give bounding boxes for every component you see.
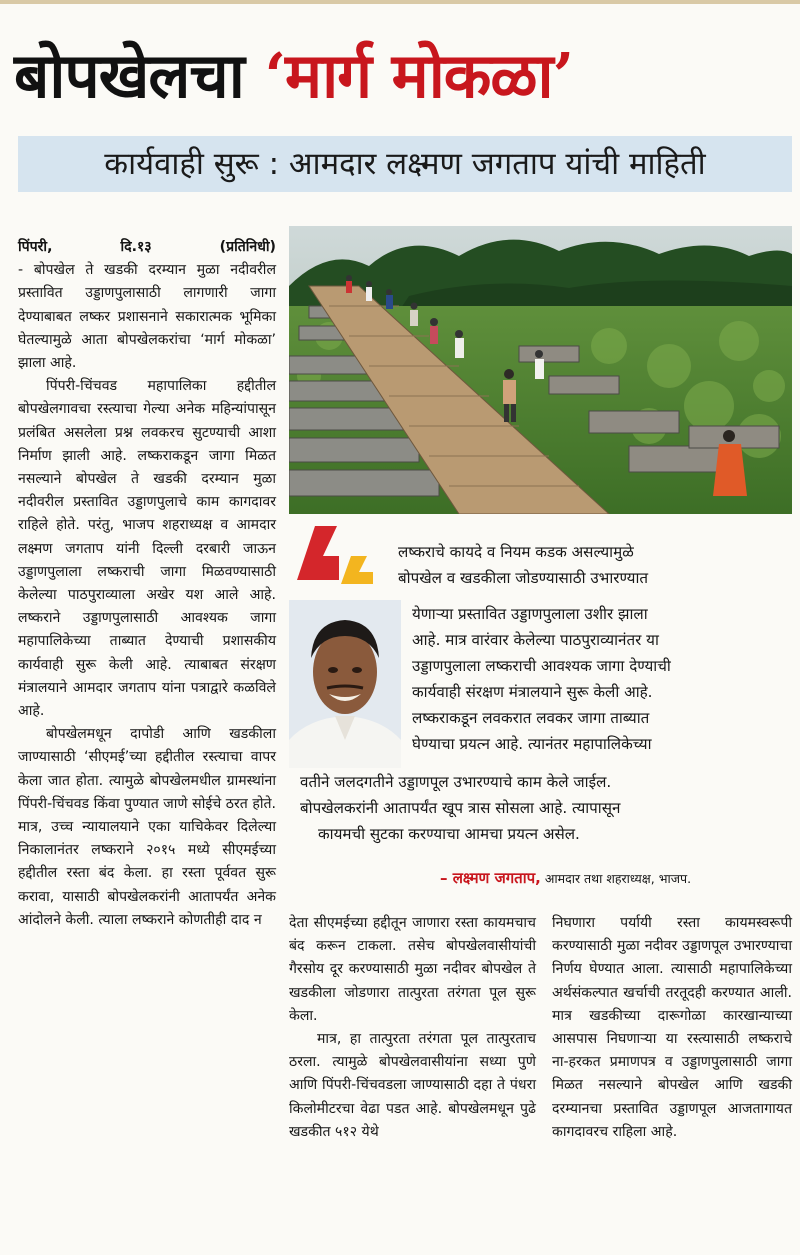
quote-signature <box>440 868 795 888</box>
paragraph: देता सीएमईच्या हद्दीतून जाणारा रस्ता कायमचाच बंद करून टाकला. तसेच बोपखेलवासीयांची गैरसोय दूर करण्यासाठी मुळा नदीवर बोपखेल ते खडकीला जोडणारा तात्पुरता तरंगता पूल सुरू केला. <box>289 915 536 1024</box>
headline <box>14 26 794 126</box>
quote-line: वतीने जलदगतीने उड्डाणपूल उभारण्याचे काम केले जाईल. <box>300 773 612 791</box>
bridge-photo <box>289 226 792 514</box>
headline-part-1: बोपखेलचा <box>14 39 265 112</box>
quote-line: आहे. मात्र वारंवार केलेल्या पाठपुराव्यानंतर या <box>412 631 659 649</box>
quote-line: लष्कराकडून लवकरात लवकर जागा ताब्यात <box>412 709 650 727</box>
page-top-rule <box>0 0 800 4</box>
paragraph: बोपखेलमधून दापोडी आणि खडकीला जाण्यासाठी ‘सीएमई’च्या हद्दीतील रस्त्याचा वापर केला जात होता. त्यामुळे बोपखेलमधील ग्रामस्थांना पिंपरी-चिंचवड किंवा पुण्यात जाणे सोईचे ठरत होते. मात्र, उच्च न्यायालयाने एका याचिकेवर दिलेल्या निकालानंतर लष्कराने २०१५ मध्ये सीएमईच्या हद्दीतील रस्ता बंद केला. हा रस्ता पूर्ववत सुरू करावा, यासाठी बोपखेलकरांनी आतापर्यंत अनेक आंदोलने केली. त्याला लष्कराने कोणतीही दाद न <box>18 726 276 928</box>
quote-line: येणाऱ्या प्रस्तावित उड्डाणपुलाला उशीर झाला <box>412 605 648 623</box>
quote-line: बोपखेल व खडकीला जोडण्यासाठी उभारण्यात <box>398 569 649 587</box>
article-column-1 <box>18 236 276 932</box>
quote-line: बोपखेलकरांनी आतापर्यंत खूप त्रास सोसला आहे. त्यापासून <box>300 799 621 817</box>
paragraph: - बोपखेल ते खडकी दरम्यान मुळा नदीवरील प्रस्तावित उड्डाणपुलासाठी लागणारी जागा देण्याबाबत लष्कर प्रशासनाने सकारात्मक भूमिका घेतल्यामुळे आता बोपखेलकरांचा ‘मार्ग मोकळा’ झाला आहे. <box>18 262 276 372</box>
quote-mark-icon <box>293 520 385 592</box>
headline-part-2: ‘मार्ग मोकळा’ <box>264 39 574 112</box>
quote-line: लष्कराचे कायदे व नियम कडक असल्यामुळे <box>398 543 634 561</box>
quote-line: कार्यवाही संरक्षण मंत्रालयाने सुरू केली आहे. <box>412 683 653 701</box>
quote-line: उड्डाणपुलाला लष्कराची आवश्यक जागा देण्याची <box>412 657 671 675</box>
article-column-2 <box>289 912 536 1144</box>
dateline <box>18 236 276 259</box>
author-name: – लक्ष्मण जगताप, <box>440 869 541 887</box>
paragraph: मात्र, हा तात्पुरता तरंगता पूल तात्पुरताच ठरला. त्यामुळे बोपखेलवासीयांना सध्या पुणे आणि पिंपरी-चिंचवडला जाण्यासाठी दहा ते पंधरा किलोमीटरचा वेढा पडत आहे. बोपखेलमधून पुढे खडकीत ५१२ येथे <box>289 1031 536 1140</box>
paragraph: पिंपरी-चिंचवड महापालिका हद्दीतील बोपखेलगावचा रस्त्याचा गेल्या अनेक महिन्यांपासून प्रलंबित असलेला प्रश्न लवकरच सुटण्याची आशा निर्माण झाली आहे. लष्कराकडून जागा मिळत नसल्याने बोपखेल ते खडकी दरम्यान मुळा नदीवरील प्रस्तावित उड्डाणपुलाचे काम कागदावर राहिले होते. परंतु, भाजप शहराध्यक्ष व आमदार लक्ष्मण जगताप यांनी दिल्ली दरबारी जाऊन उड्डाणपुलाला लष्कराची जागा मिळवण्यासाठी केलेल्या पाठपुराव्याला अखेर यश आले आहे. लष्कराने उड्डाणपुलासाठी आवश्यक जागा महापालिकेच्या ताब्यात देण्याची प्रशासकीय कार्यवाही सुरू केली आहे. त्याबाबत संरक्षण मंत्रालयाने आमदार जगताप यांना पत्राद्वारे कळविले आहे. <box>18 378 276 720</box>
paragraph: निघणारा पर्यायी रस्ता कायमस्वरूपी करण्यासाठी मुळा नदीवर उड्डाणपूल उभारण्याचा निर्णय घेण्यात आला. त्यासाठी महापालिकेच्या अर्थसंकल्पात खर्चाची तरतूदही करण्यात आली. मात्र खडकीच्या दारूगोळा कारखान्याच्या आसपास निघणाऱ्या या रस्त्यासाठी लष्कराचे ना-हरकत प्रमाणपत्र व उड्डाणपुलासाठी जागा मिळत नसल्याने बोपखेल आणि खडकी दरम्यानचा प्रस्तावित उड्डाणपूल आजतागायत कागदावरच राहिला आहे. <box>552 915 792 1140</box>
article-column-3 <box>552 912 792 1144</box>
quote-line: कायमची सुटका करण्याचा आमचा प्रयत्न असेल. <box>318 825 580 843</box>
author-portrait <box>289 600 401 768</box>
dateline-text: पिंपरी, दि.१३ (प्रतिनिधी) <box>18 239 276 255</box>
author-title: आमदार तथा शहराध्यक्ष, भाजप. <box>544 871 692 886</box>
quote-line: घेण्याचा प्रयत्न आहे. त्यानंतर महापालिकेच्या <box>412 735 652 753</box>
subheadline: कार्यवाही सुरू : आमदार लक्ष्मण जगताप यांची माहिती <box>18 136 792 192</box>
